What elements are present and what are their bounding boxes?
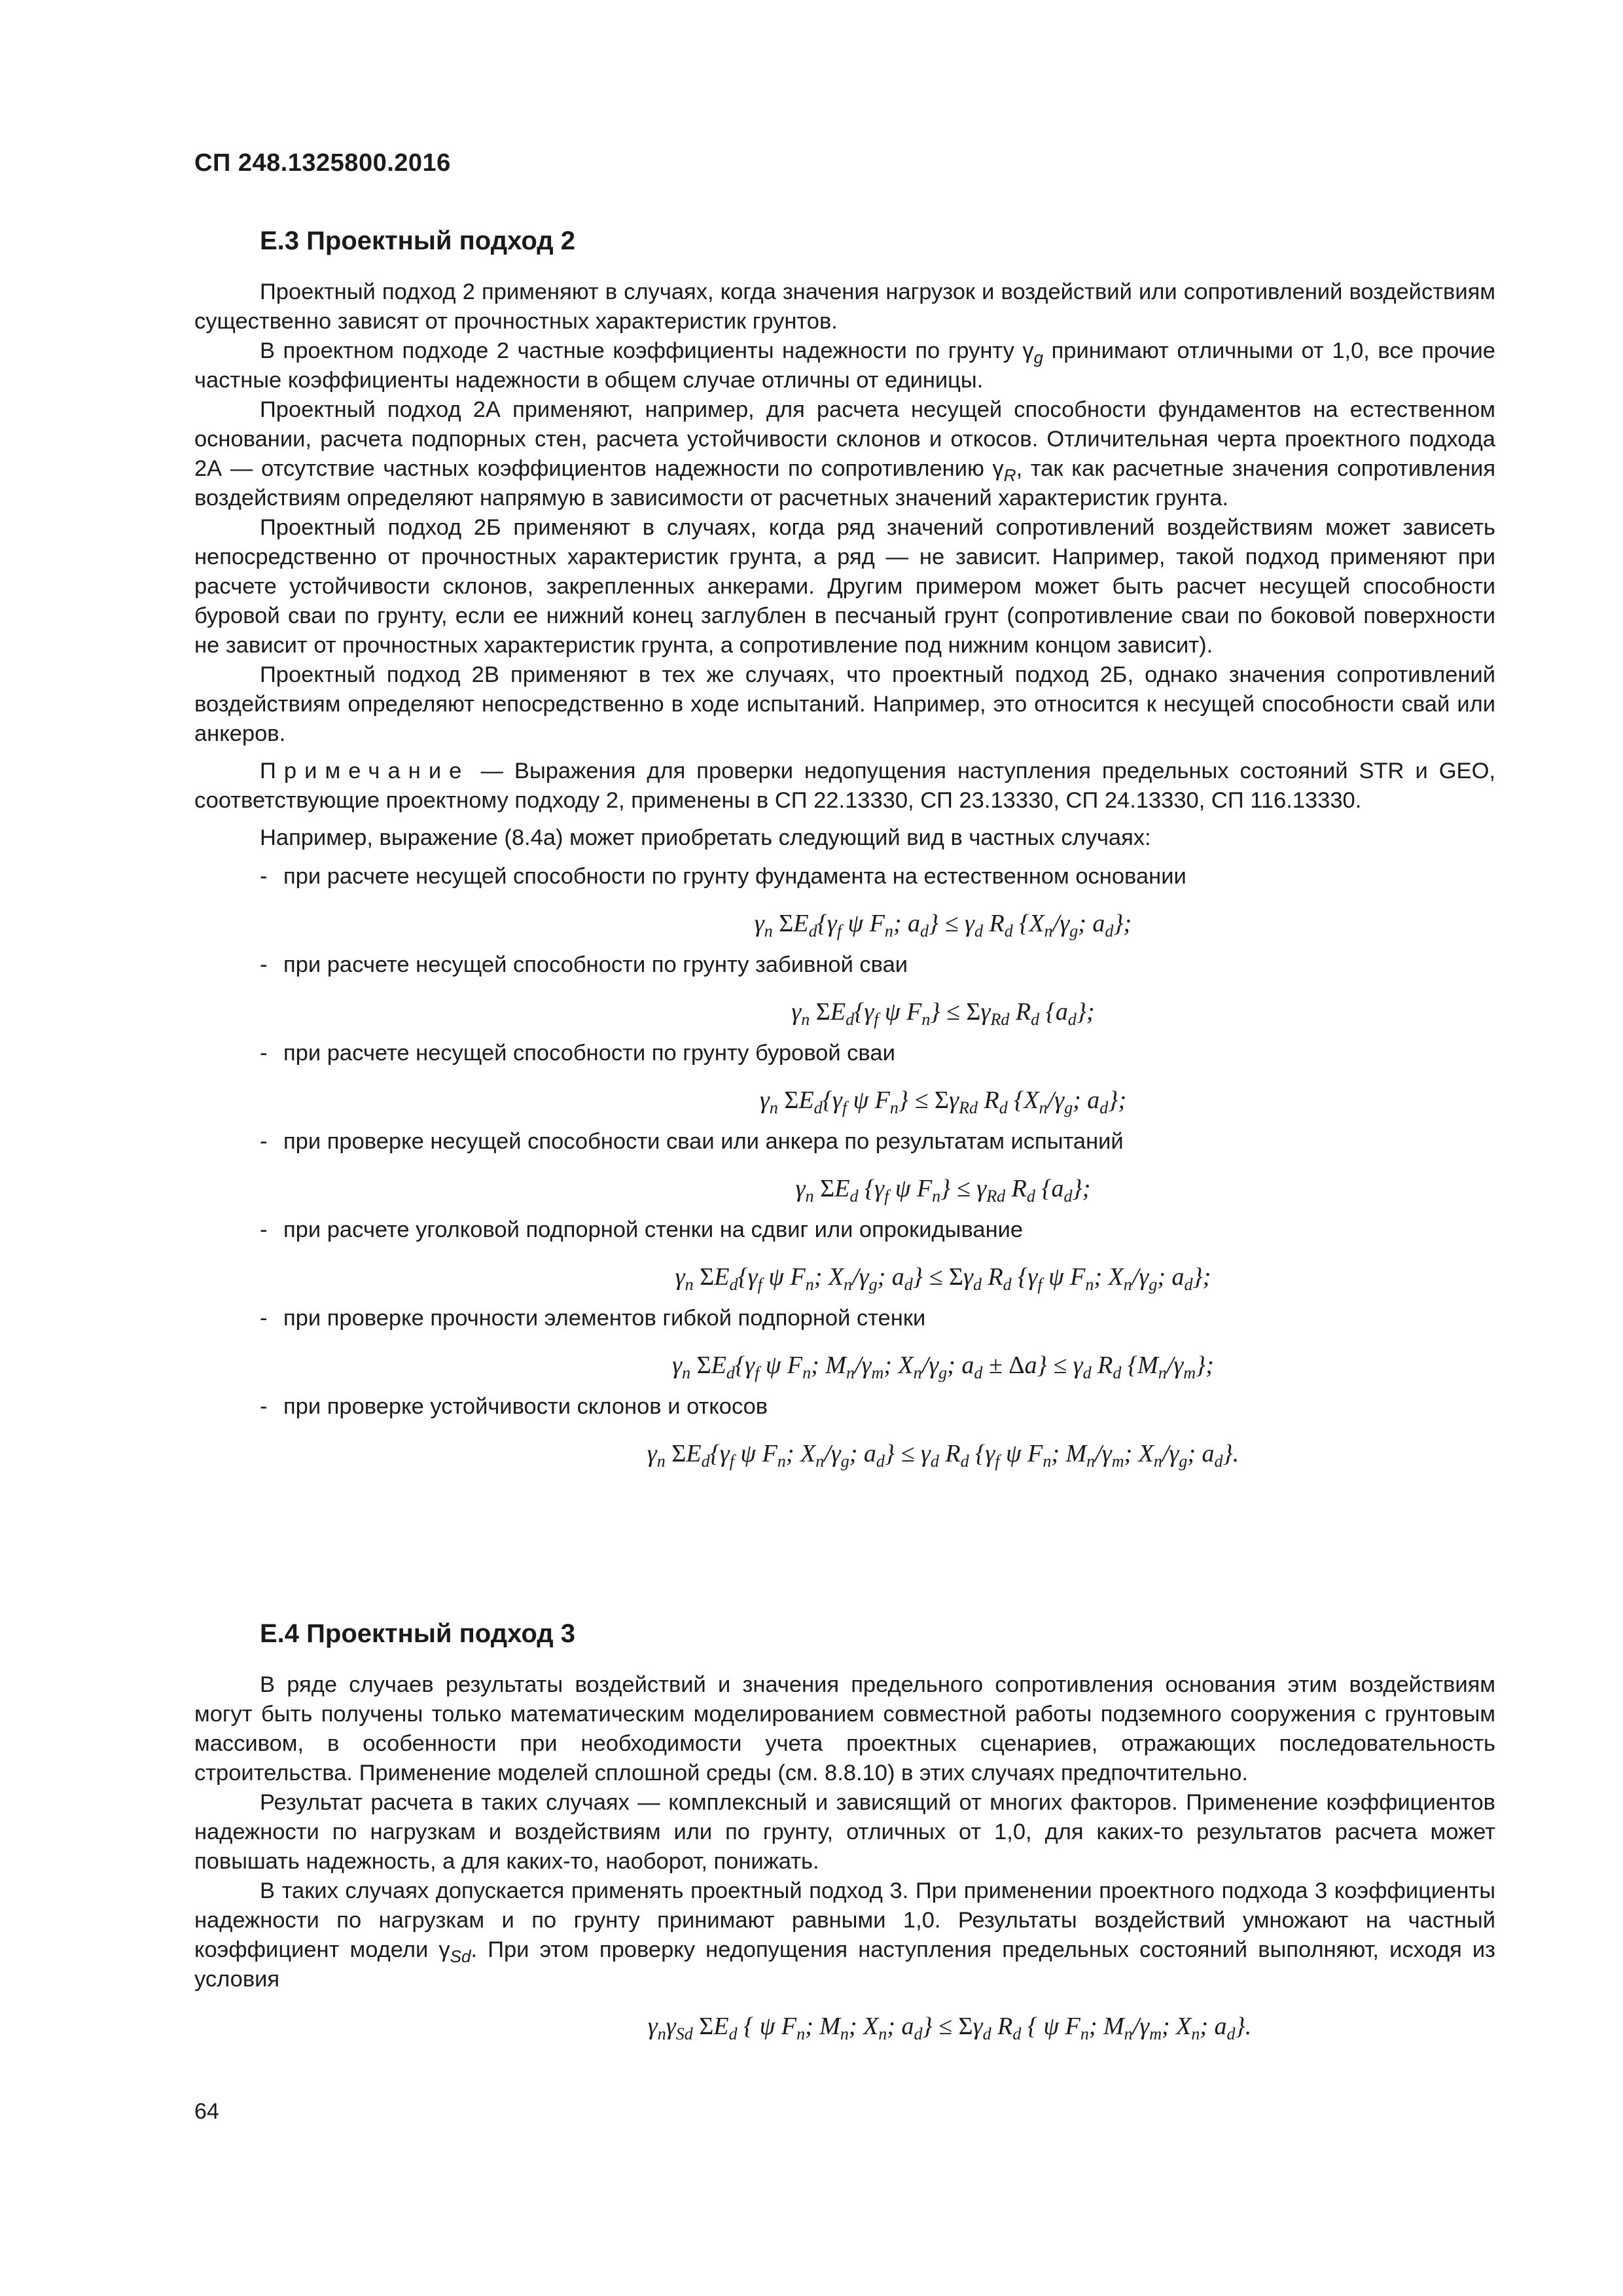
note-label: Примечание xyxy=(260,759,470,783)
section-e4 xyxy=(194,1615,1495,2058)
case-item-7: - при проверке устойчивости склонов и откосов xyxy=(260,1394,768,1419)
e4-paragraph-2: Результат расчета в таких случаях — комплексный и зависящий от многих факторов. Применение коэффициентов надежности по нагрузкам и воздействиям или по грунту, отличных от 1,0, для каких-то результатов расчета может повышать надежность, а для каких-то, наоборот, понижать. xyxy=(194,1790,1495,1874)
page-number: 64 xyxy=(194,2099,219,2124)
e3-note xyxy=(194,757,1495,816)
note-text: — Выражения для проверки недопущения наступления предельных состояний STR и GEO, соответствующие проектному подходу 2, применены в СП 22.13330, СП 23.13330, СП 24.13330, СП 116.13330. xyxy=(194,759,1495,813)
case-item-5: - при расчете уголковой подпорной стенки на сдвиг или опрокидывание xyxy=(260,1217,1024,1242)
case-item-4: - при проверке несущей способности сваи или анкера по результатам испытаний xyxy=(260,1129,1124,1154)
e3-paragraph-5: Проектный подход 2В применяют в тех же случаях, что проектный подход 2Б, однако значения сопротивлений воздействиям определяют непосредственно в ходе испытаний. Например, это относится к несущей способности свай или анкеров. xyxy=(194,662,1495,746)
formula-8: $\gamma_n\gamma_{Sd}$ $\Sigma E_d$ { ψ $F_n$; $M_n$; $X_n$; $a_d\} \le \Sigma\gamma_d$ $R_d$ { ψ $F_n$; $M_n/\gamma_m$; $X_n$; $a_d$}. xyxy=(647,2013,1252,2043)
formula-7: $\gamma_n$ $\Sigma E_d\{\gamma_f$ ψ $F_n$; $X_n/\gamma_g$; $a_d\} \le \gamma_d$ $R_d$ {$\gamma_f$ ψ $F_n$; $M_n/\gamma_m$; $X_n/\gamma_g$; $a_d$}. xyxy=(647,1440,1240,1471)
e4-paragraph-1: В ряде случаев результаты воздействий и значения предельного сопротивления основания этим воздействиям могут быть получены только математическим моделированием совместной работы подземного сооружения с грунтовым массивом, в особенности при необходимости учета проектных сценариев, отражающих последовательность строительства. Применение моделей сплошной среды (см. 8.8.10) в этих случаях предпочтительно. xyxy=(194,1672,1495,1785)
case-item-3: - при расчете несущей способности по грунту буровой сваи xyxy=(260,1041,895,1066)
section-e3 xyxy=(194,223,1495,1480)
e3-paragraph-4: Проектный подход 2Б применяют в случаях, когда ряд значений сопротивлений воздействиям может зависеть непосредственно от прочностных характеристик грунта, а ряд — не зависит. Например, такой подход применяют при расчете устойчивости склонов, закрепленных анкерами. Другим примером может быть расчет несущей способности буровой сваи по грунту, если ее нижний конец заглублен в песчаный грунт (сопротивление сваи по боковой поверхности не зависит от прочностных характеристик грунта, а сопротивление под нижним концом зависит). xyxy=(194,515,1495,658)
case-item-6: - при проверке прочности элементов гибкой подпорной стенки xyxy=(260,1306,926,1331)
e4-paragraph-3: В таких случаях допускается применять проектный подход 3. При применении проектного подхода 3 коэффициенты надежности по нагрузкам и по грунту принимают равными 1,0. Результаты воздействий умножают на частный коэффициент модели $\gamma_{Sd}$. При этом проверку недопущения наступления предельных состояний выполняют, исходя из условия xyxy=(194,1878,1495,1992)
case-item-1: - при расчете несущей способности по грунту фундамента на естественном основании xyxy=(260,864,1186,889)
e3-intro: Например, выражение (8.4а) может приобретать следующий вид в частных случаях: xyxy=(260,825,1151,850)
section-e4-title: Е.4 Проектный подход 3 xyxy=(260,1619,576,1648)
formula-5: $\gamma_n$ $\Sigma E_d\{\gamma_f$ ψ $F_n$; $X_n/\gamma_g$; $a_d\} \le \Sigma\gamma_d$ $R_d$ {$\gamma_f$ ψ $F_n$; $X_n/\gamma_g$; $a_d$}; xyxy=(675,1263,1211,1294)
section-e3-title: Е.3 Проектный подход 2 xyxy=(260,226,576,255)
e3-paragraph-3: Проектный подход 2А применяют, например, для расчета несущей способности фундаментов на естественном основании, расчета подпорных стен, расчета устойчивости склонов и откосов. Отличительная черта проектного подхода 2А — отсутствие частных коэффициентов надежности по сопротивлению $\gamma_R$, так как расчетные значения сопротивления воздействиям определяют напрямую в зависимости от расчетных значений характеристик грунта. xyxy=(194,397,1496,511)
formula-1: $\gamma_n$ $\Sigma E_d\{\gamma_f$ ψ $F_n$; $a_d\} \le \gamma_d$ $R_d$ {$X_n/\gamma_g$; $a_d$}; xyxy=(754,910,1132,941)
e3-paragraph-2: В проектном подходе 2 частные коэффициенты надежности по грунту $\gamma_g$ принимают отличными от 1,0, все прочие частные коэффициенты надежности в общем случае отличны от единицы. xyxy=(194,338,1495,393)
formula-4: $\gamma_n$ $\Sigma E_d$ {$\gamma_f$ ψ $F_n\} \le \gamma_{Rd}$ $R_d$ $\{a_d\}$; xyxy=(795,1175,1091,1206)
case-item-2: - при расчете несущей способности по грунту забивной сваи xyxy=(260,952,908,977)
e3-paragraph-1: Проектный подход 2 применяют в случаях, когда значения нагрузок и воздействий или сопротивлений воздействиям существенно зависят от прочностных характеристик грунтов. xyxy=(194,279,1495,334)
formula-3: $\gamma_n$ $\Sigma E_d\{\gamma_f$ ψ $F_n\} \le \Sigma\gamma_{Rd}$ $R_d$ {$X_n/\gamma_g$; $a_d$}; xyxy=(759,1086,1127,1117)
document-code-header: СП 248.1325800.2016 xyxy=(194,149,451,177)
formula-6: $\gamma_n$ $\Sigma E_d\{\gamma_f$ ψ $F_n$; $M_n/\gamma_m$; $X_n/\gamma_g$; $a_d \pm \Delta a\} \le \gamma_d$ $R_d$ $\{M_n/\gamma_m\}$; xyxy=(672,1352,1214,1382)
formula-2: $\gamma_n$ $\Sigma E_d\{\gamma_f$ ψ $F_n\} \le \Sigma\gamma_{Rd}$ $R_d$ $\{a_d\}$; xyxy=(791,998,1095,1029)
